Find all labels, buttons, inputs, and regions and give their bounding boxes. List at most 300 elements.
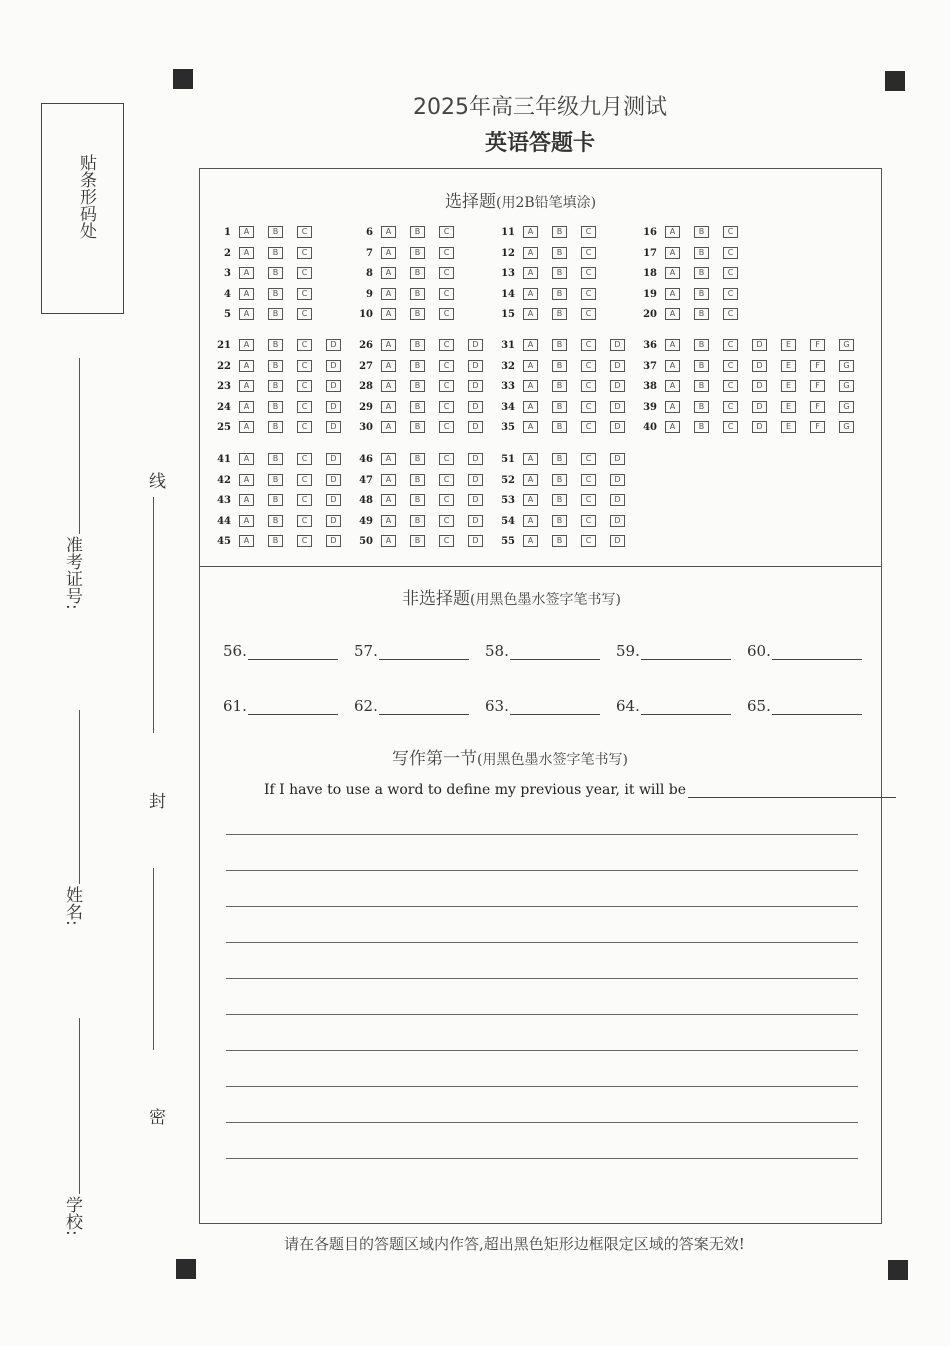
option-bubble-c[interactable]: C <box>297 380 312 392</box>
option-bubble-e[interactable]: E <box>781 401 796 413</box>
option-bubble-a[interactable]: A <box>665 339 680 351</box>
question-number: 40 <box>643 421 657 433</box>
option-bubble-a[interactable]: A <box>523 453 538 465</box>
choice-title: 选择题 <box>445 192 496 212</box>
option-bubble-a[interactable]: A <box>381 339 396 351</box>
option-bubble-a[interactable]: A <box>239 380 254 392</box>
answer-blank-63[interactable] <box>485 697 600 715</box>
option-bubble-b[interactable]: B <box>552 494 567 506</box>
option-bubble-d[interactable]: D <box>752 360 767 372</box>
option-bubble-e[interactable]: E <box>781 380 796 392</box>
option-bubble-b[interactable]: B <box>410 288 425 300</box>
option-bubble-a[interactable]: A <box>665 360 680 372</box>
option-bubble-d[interactable]: D <box>468 474 483 486</box>
option-bubble-e[interactable]: E <box>781 339 796 351</box>
option-bubble-d[interactable]: D <box>468 421 483 433</box>
option-bubble-c[interactable]: C <box>297 453 312 465</box>
choice-question-32 <box>495 358 639 374</box>
option-bubble-a[interactable]: A <box>381 535 396 547</box>
option-bubble-c[interactable]: C <box>297 494 312 506</box>
option-bubble-a[interactable]: A <box>523 226 538 238</box>
option-bubble-a[interactable]: A <box>665 308 680 320</box>
registration-marker <box>173 69 193 89</box>
choice-question-31 <box>495 337 639 353</box>
blank-number: 64. <box>616 697 640 715</box>
option-bubble-d[interactable]: D <box>752 380 767 392</box>
writing-line[interactable] <box>226 942 858 943</box>
option-bubble-g[interactable]: G <box>839 380 854 392</box>
option-bubble-c[interactable]: C <box>439 288 454 300</box>
writing-line[interactable] <box>226 1014 858 1015</box>
option-bubble-c[interactable]: C <box>439 535 454 547</box>
choice-question-49 <box>353 513 497 529</box>
option-bubble-a[interactable]: A <box>381 247 396 259</box>
answer-blank-59[interactable] <box>616 642 731 660</box>
option-bubble-b[interactable]: B <box>268 267 283 279</box>
name-line[interactable] <box>79 710 80 884</box>
option-bubble-d[interactable]: D <box>610 515 625 527</box>
option-bubble-c[interactable]: C <box>581 288 596 300</box>
option-bubble-g[interactable]: G <box>839 339 854 351</box>
option-bubble-b[interactable]: B <box>410 474 425 486</box>
option-bubble-d[interactable]: D <box>468 339 483 351</box>
option-bubble-c[interactable]: C <box>723 308 738 320</box>
option-bubble-b[interactable]: B <box>552 339 567 351</box>
option-bubble-c[interactable]: C <box>439 247 454 259</box>
option-bubble-c[interactable]: C <box>297 288 312 300</box>
option-bubble-b[interactable]: B <box>268 339 283 351</box>
option-bubble-d[interactable]: D <box>610 535 625 547</box>
option-bubble-b[interactable]: B <box>268 247 283 259</box>
option-bubble-a[interactable]: A <box>523 288 538 300</box>
option-bubble-f[interactable]: F <box>810 360 825 372</box>
option-bubble-c[interactable]: C <box>581 535 596 547</box>
option-bubble-a[interactable]: A <box>523 267 538 279</box>
option-bubble-b[interactable]: B <box>694 226 709 238</box>
option-bubble-c[interactable]: C <box>297 308 312 320</box>
option-bubble-c[interactable]: C <box>297 247 312 259</box>
option-bubble-d[interactable]: D <box>752 339 767 351</box>
choice-question-12 <box>495 245 610 261</box>
option-bubble-b[interactable]: B <box>268 453 283 465</box>
option-bubble-d[interactable]: D <box>610 494 625 506</box>
option-bubble-a[interactable]: A <box>381 401 396 413</box>
option-bubble-c[interactable]: C <box>297 421 312 433</box>
option-bubble-a[interactable]: A <box>239 494 254 506</box>
option-bubble-d[interactable]: D <box>610 453 625 465</box>
choice-question-35 <box>495 419 639 435</box>
option-bubble-d[interactable]: D <box>468 380 483 392</box>
option-bubble-c[interactable]: C <box>297 401 312 413</box>
question-number: 52 <box>501 474 515 486</box>
option-bubble-f[interactable]: F <box>810 339 825 351</box>
option-bubble-b[interactable]: B <box>552 360 567 372</box>
option-bubble-c[interactable]: C <box>581 247 596 259</box>
writing-line[interactable] <box>226 1050 858 1051</box>
writing-title: 写作第一节 <box>392 749 477 769</box>
option-bubble-b[interactable]: B <box>552 535 567 547</box>
option-bubble-a[interactable]: A <box>665 380 680 392</box>
option-bubble-d[interactable]: D <box>610 339 625 351</box>
option-bubble-b[interactable]: B <box>268 360 283 372</box>
writing-prompt-blank[interactable] <box>688 797 896 798</box>
choice-question-10 <box>353 306 468 322</box>
question-number: 13 <box>501 267 515 279</box>
blank-line[interactable] <box>248 647 338 660</box>
option-bubble-b[interactable]: B <box>552 474 567 486</box>
option-bubble-b[interactable]: B <box>268 515 283 527</box>
option-bubble-a[interactable]: A <box>239 308 254 320</box>
option-bubble-a[interactable]: A <box>665 247 680 259</box>
writing-line[interactable] <box>226 1086 858 1087</box>
choice-question-4 <box>211 286 326 302</box>
barcode-label: 贴条形码处 <box>76 154 96 239</box>
answer-blank-61[interactable] <box>223 697 338 715</box>
option-bubble-b[interactable]: B <box>268 308 283 320</box>
option-bubble-a[interactable]: A <box>239 421 254 433</box>
option-bubble-c[interactable]: C <box>581 380 596 392</box>
choice-question-11 <box>495 224 610 240</box>
option-bubble-a[interactable]: A <box>239 453 254 465</box>
question-number: 50 <box>359 535 373 547</box>
question-number: 51 <box>501 453 515 465</box>
option-bubble-b[interactable]: B <box>694 288 709 300</box>
option-bubble-a[interactable]: A <box>381 515 396 527</box>
option-bubble-a[interactable]: A <box>381 453 396 465</box>
option-bubble-c[interactable]: C <box>297 515 312 527</box>
option-bubble-c[interactable]: C <box>581 474 596 486</box>
option-bubble-d[interactable]: D <box>326 535 341 547</box>
option-bubble-d[interactable]: D <box>610 380 625 392</box>
choice-section-title <box>445 187 596 212</box>
option-bubble-g[interactable]: G <box>839 360 854 372</box>
option-bubble-b[interactable]: B <box>694 247 709 259</box>
option-bubble-c[interactable]: C <box>297 339 312 351</box>
blank-number: 56. <box>223 642 247 660</box>
option-bubble-c[interactable]: C <box>439 453 454 465</box>
option-bubble-a[interactable]: A <box>381 267 396 279</box>
option-bubble-a[interactable]: A <box>523 380 538 392</box>
question-number: 15 <box>501 308 515 320</box>
answer-blank-64[interactable] <box>616 697 731 715</box>
question-number: 37 <box>643 360 657 372</box>
writing-section-title <box>392 744 628 769</box>
option-bubble-b[interactable]: B <box>410 515 425 527</box>
option-bubble-c[interactable]: C <box>723 421 738 433</box>
choice-question-38 <box>637 378 868 394</box>
option-bubble-d[interactable]: D <box>610 421 625 433</box>
option-bubble-d[interactable]: D <box>468 535 483 547</box>
option-bubble-c[interactable]: C <box>581 308 596 320</box>
writing-line[interactable] <box>226 870 858 871</box>
choice-question-2 <box>211 245 326 261</box>
option-bubble-c[interactable]: C <box>439 515 454 527</box>
option-bubble-c[interactable]: C <box>723 247 738 259</box>
option-bubble-a[interactable]: A <box>239 267 254 279</box>
option-bubble-a[interactable]: A <box>381 308 396 320</box>
answer-frame <box>199 168 882 1224</box>
option-bubble-a[interactable]: A <box>665 288 680 300</box>
option-bubble-b[interactable]: B <box>552 515 567 527</box>
option-bubble-b[interactable]: B <box>552 421 567 433</box>
option-bubble-c[interactable]: C <box>439 494 454 506</box>
option-bubble-c[interactable]: C <box>439 339 454 351</box>
footer-notice: 请在各题目的答题区域内作答,超出黑色矩形边框限定区域的答案无效! <box>284 1235 745 1253</box>
blank-line[interactable] <box>510 647 600 660</box>
seal-char-seal: 封 <box>145 792 165 809</box>
option-bubble-b[interactable]: B <box>410 494 425 506</box>
option-bubble-b[interactable]: B <box>410 339 425 351</box>
option-bubble-f[interactable]: F <box>810 401 825 413</box>
question-number: 21 <box>217 339 231 351</box>
choice-question-9 <box>353 286 468 302</box>
option-bubble-c[interactable]: C <box>581 421 596 433</box>
option-bubble-a[interactable]: A <box>523 421 538 433</box>
question-number: 34 <box>501 401 515 413</box>
option-bubble-a[interactable]: A <box>523 401 538 413</box>
option-bubble-c[interactable]: C <box>439 474 454 486</box>
option-bubble-b[interactable]: B <box>410 421 425 433</box>
option-bubble-a[interactable]: A <box>523 535 538 547</box>
answer-blank-62[interactable] <box>354 697 469 715</box>
blank-line[interactable] <box>772 647 862 660</box>
option-bubble-a[interactable]: A <box>239 339 254 351</box>
option-bubble-a[interactable]: A <box>523 474 538 486</box>
option-bubble-a[interactable]: A <box>239 360 254 372</box>
option-bubble-c[interactable]: C <box>723 360 738 372</box>
option-bubble-b[interactable]: B <box>694 360 709 372</box>
option-bubble-d[interactable]: D <box>468 515 483 527</box>
writing-line[interactable] <box>226 978 858 979</box>
school-line[interactable] <box>79 1018 80 1194</box>
nonchoice-note: (用黑色墨水签字笔书写) <box>470 592 621 608</box>
option-bubble-b[interactable]: B <box>552 453 567 465</box>
option-bubble-c[interactable]: C <box>439 421 454 433</box>
option-bubble-c[interactable]: C <box>439 267 454 279</box>
option-bubble-c[interactable]: C <box>581 515 596 527</box>
nonchoice-section-title <box>402 584 621 609</box>
option-bubble-b[interactable]: B <box>552 288 567 300</box>
option-bubble-a[interactable]: A <box>239 288 254 300</box>
answer-blank-58[interactable] <box>485 642 600 660</box>
option-bubble-b[interactable]: B <box>268 288 283 300</box>
option-bubble-c[interactable]: C <box>581 226 596 238</box>
option-bubble-e[interactable]: E <box>781 421 796 433</box>
writing-line[interactable] <box>226 1158 858 1159</box>
option-bubble-a[interactable]: A <box>239 535 254 547</box>
option-bubble-a[interactable]: A <box>239 226 254 238</box>
option-bubble-a[interactable]: A <box>665 421 680 433</box>
option-bubble-c[interactable]: C <box>439 308 454 320</box>
blank-line[interactable] <box>379 647 469 660</box>
writing-note: (用黑色墨水签字笔书写) <box>477 752 628 768</box>
option-bubble-a[interactable]: A <box>381 474 396 486</box>
option-bubble-a[interactable]: A <box>239 474 254 486</box>
option-bubble-a[interactable]: A <box>381 226 396 238</box>
option-bubble-b[interactable]: B <box>694 421 709 433</box>
option-bubble-a[interactable]: A <box>381 494 396 506</box>
option-bubble-b[interactable]: B <box>410 535 425 547</box>
option-bubble-b[interactable]: B <box>268 401 283 413</box>
option-bubble-a[interactable]: A <box>523 339 538 351</box>
writing-line[interactable] <box>226 906 858 907</box>
option-bubble-c[interactable]: C <box>581 267 596 279</box>
option-bubble-c[interactable]: C <box>297 226 312 238</box>
option-bubble-d[interactable]: D <box>468 453 483 465</box>
option-bubble-a[interactable]: A <box>381 380 396 392</box>
blank-line[interactable] <box>379 702 469 715</box>
choice-question-52 <box>495 472 639 488</box>
answer-blank-60[interactable] <box>747 642 862 660</box>
question-number: 25 <box>217 421 231 433</box>
option-bubble-c[interactable]: C <box>297 360 312 372</box>
option-bubble-c[interactable]: C <box>297 474 312 486</box>
option-bubble-b[interactable]: B <box>410 247 425 259</box>
option-bubble-b[interactable]: B <box>410 267 425 279</box>
seal-char-secret: 密 <box>145 1108 165 1125</box>
option-bubble-b[interactable]: B <box>552 267 567 279</box>
option-bubble-d[interactable]: D <box>610 401 625 413</box>
option-bubble-c[interactable]: C <box>439 401 454 413</box>
option-bubble-d[interactable]: D <box>326 360 341 372</box>
choice-question-23 <box>211 378 355 394</box>
option-bubble-d[interactable]: D <box>326 421 341 433</box>
blank-line[interactable] <box>248 702 338 715</box>
option-bubble-a[interactable]: A <box>381 288 396 300</box>
choice-question-50 <box>353 533 497 549</box>
seal-line <box>153 868 154 1050</box>
option-bubble-c[interactable]: C <box>723 226 738 238</box>
option-bubble-b[interactable]: B <box>410 360 425 372</box>
option-bubble-b[interactable]: B <box>268 421 283 433</box>
option-bubble-a[interactable]: A <box>523 247 538 259</box>
option-bubble-a[interactable]: A <box>523 494 538 506</box>
option-bubble-a[interactable]: A <box>665 401 680 413</box>
question-number: 41 <box>217 453 231 465</box>
option-bubble-f[interactable]: F <box>810 380 825 392</box>
option-bubble-a[interactable]: A <box>523 308 538 320</box>
option-bubble-b[interactable]: B <box>410 401 425 413</box>
exam-id-line[interactable] <box>79 358 80 534</box>
option-bubble-b[interactable]: B <box>410 226 425 238</box>
option-bubble-b[interactable]: B <box>268 494 283 506</box>
option-bubble-g[interactable]: G <box>839 421 854 433</box>
option-bubble-c[interactable]: C <box>297 267 312 279</box>
option-bubble-b[interactable]: B <box>694 308 709 320</box>
option-bubble-c[interactable]: C <box>723 339 738 351</box>
option-bubble-a[interactable]: A <box>381 421 396 433</box>
option-bubble-d[interactable]: D <box>468 494 483 506</box>
option-bubble-c[interactable]: C <box>439 360 454 372</box>
writing-line[interactable] <box>226 834 858 835</box>
writing-prompt <box>264 782 896 798</box>
option-bubble-g[interactable]: G <box>839 401 854 413</box>
answer-blank-56[interactable] <box>223 642 338 660</box>
blank-line[interactable] <box>641 702 731 715</box>
option-bubble-d[interactable]: D <box>326 474 341 486</box>
option-bubble-a[interactable]: A <box>665 226 680 238</box>
blank-line[interactable] <box>772 702 862 715</box>
option-bubble-d[interactable]: D <box>610 360 625 372</box>
answer-blank-65[interactable] <box>747 697 862 715</box>
option-bubble-c[interactable]: C <box>439 226 454 238</box>
option-bubble-d[interactable]: D <box>326 339 341 351</box>
choice-question-27 <box>353 358 497 374</box>
option-bubble-b[interactable]: B <box>694 401 709 413</box>
option-bubble-b[interactable]: B <box>410 308 425 320</box>
option-bubble-c[interactable]: C <box>581 401 596 413</box>
option-bubble-b[interactable]: B <box>410 380 425 392</box>
option-bubble-d[interactable]: D <box>326 401 341 413</box>
option-bubble-d[interactable]: D <box>326 515 341 527</box>
option-bubble-d[interactable]: D <box>326 494 341 506</box>
blank-line[interactable] <box>510 702 600 715</box>
option-bubble-a[interactable]: A <box>239 247 254 259</box>
option-bubble-d[interactable]: D <box>468 360 483 372</box>
option-bubble-b[interactable]: B <box>410 453 425 465</box>
answer-blank-57[interactable] <box>354 642 469 660</box>
choice-question-45 <box>211 533 355 549</box>
option-bubble-c[interactable]: C <box>723 267 738 279</box>
option-bubble-a[interactable]: A <box>239 401 254 413</box>
blank-number: 60. <box>747 642 771 660</box>
option-bubble-a[interactable]: A <box>665 267 680 279</box>
option-bubble-f[interactable]: F <box>810 421 825 433</box>
option-bubble-c[interactable]: C <box>723 380 738 392</box>
option-bubble-b[interactable]: B <box>552 380 567 392</box>
question-number: 27 <box>359 360 373 372</box>
option-bubble-b[interactable]: B <box>552 226 567 238</box>
option-bubble-b[interactable]: B <box>552 247 567 259</box>
option-bubble-a[interactable]: A <box>523 515 538 527</box>
option-bubble-b[interactable]: B <box>268 474 283 486</box>
option-bubble-b[interactable]: B <box>694 267 709 279</box>
option-bubble-d[interactable]: D <box>752 401 767 413</box>
option-bubble-c[interactable]: C <box>581 494 596 506</box>
option-bubble-b[interactable]: B <box>552 308 567 320</box>
option-bubble-c[interactable]: C <box>297 535 312 547</box>
option-bubble-d[interactable]: D <box>468 401 483 413</box>
option-bubble-d[interactable]: D <box>752 421 767 433</box>
option-bubble-b[interactable]: B <box>694 339 709 351</box>
option-bubble-c[interactable]: C <box>723 288 738 300</box>
option-bubble-b[interactable]: B <box>268 535 283 547</box>
option-bubble-a[interactable]: A <box>381 360 396 372</box>
blank-line[interactable] <box>641 647 731 660</box>
option-bubble-c[interactable]: C <box>723 401 738 413</box>
option-bubble-c[interactable]: C <box>439 380 454 392</box>
option-bubble-a[interactable]: A <box>523 360 538 372</box>
option-bubble-c[interactable]: C <box>581 453 596 465</box>
question-number: 33 <box>501 380 515 392</box>
option-bubble-b[interactable]: B <box>268 380 283 392</box>
writing-line[interactable] <box>226 1122 858 1123</box>
question-number: 12 <box>501 247 515 259</box>
option-bubble-b[interactable]: B <box>694 380 709 392</box>
option-bubble-a[interactable]: A <box>239 515 254 527</box>
option-bubble-c[interactable]: C <box>581 339 596 351</box>
option-bubble-d[interactable]: D <box>326 453 341 465</box>
option-bubble-d[interactable]: D <box>326 380 341 392</box>
option-bubble-b[interactable]: B <box>268 226 283 238</box>
blank-number: 62. <box>354 697 378 715</box>
option-bubble-e[interactable]: E <box>781 360 796 372</box>
option-bubble-c[interactable]: C <box>581 360 596 372</box>
question-number: 43 <box>217 494 231 506</box>
option-bubble-b[interactable]: B <box>552 401 567 413</box>
option-bubble-d[interactable]: D <box>610 474 625 486</box>
choice-question-8 <box>353 265 468 281</box>
